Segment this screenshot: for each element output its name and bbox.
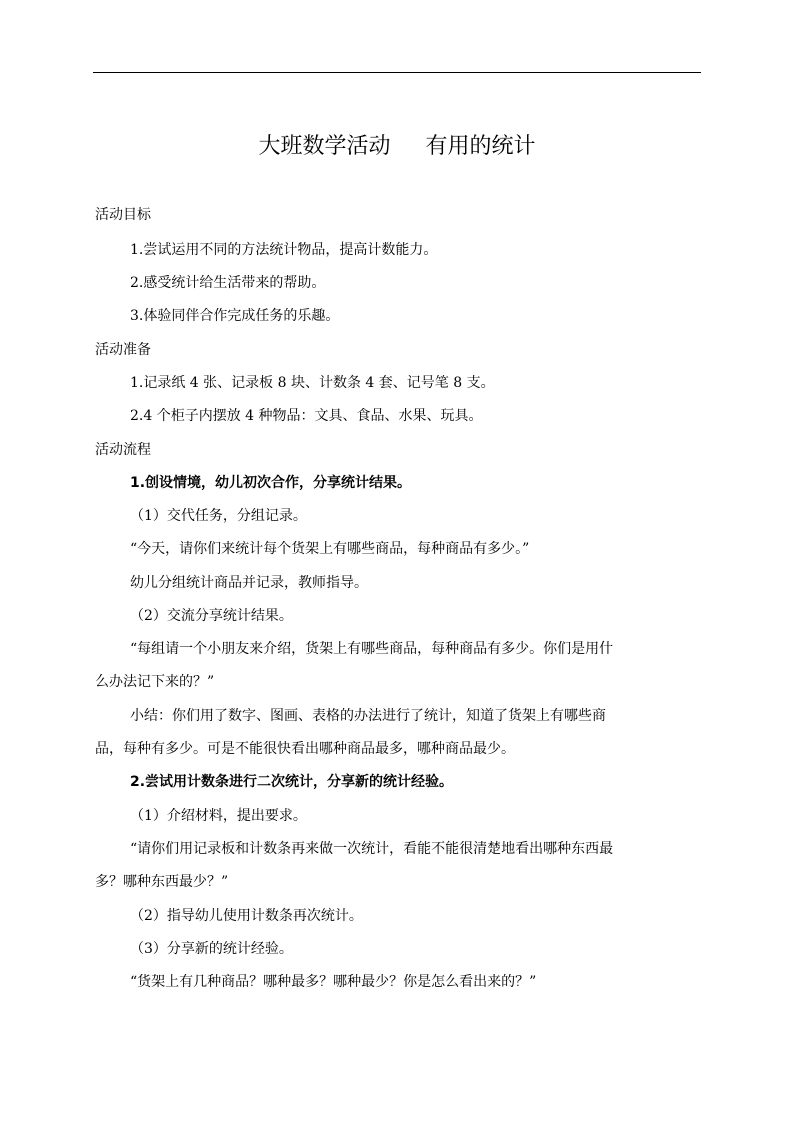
process-line: （2）交流分享统计结果。: [130, 608, 293, 624]
process-line: 么办法记下来的？”: [95, 674, 215, 690]
process-line: 小结：你们用了数字、图画、表格的办法进行了统计，知道了货架上有哪些商: [130, 708, 606, 724]
preparation-item-2: 2.4 个柜子内摆放 4 种物品：文具、食品、水果、玩具。: [130, 408, 483, 424]
process-line: 多？哪种东西最少？”: [95, 874, 229, 890]
header-rule: [93, 72, 701, 73]
process-line: “请你们用记录板和计数条再来做一次统计，看能不能很清楚地看出哪种东西最: [130, 841, 614, 857]
goal-item-1: 1.尝试运用不同的方法统计物品，提高计数能力。: [130, 242, 438, 258]
process-step-1-heading: 1.创设情境，幼儿初次合作，分享统计结果。: [130, 475, 412, 491]
section-heading-goals: 活动目标: [95, 207, 151, 223]
process-line: 幼儿分组统计商品并记录，教师指导。: [130, 575, 368, 591]
section-heading-process: 活动流程: [95, 442, 151, 458]
process-line: 品，每种有多少。可是不能很快看出哪种商品最多，哪种商品最少。: [95, 741, 515, 757]
document-title: 大班数学活动 有用的统计: [258, 134, 536, 159]
section-heading-preparation: 活动准备: [95, 342, 151, 358]
process-line: “今天，请你们来统计每个货架上有哪些商品，每种商品有多少。”: [130, 541, 530, 557]
process-step-2-heading: 2.尝试用计数条进行二次统计，分享新的统计经验。: [130, 774, 454, 790]
goal-item-2: 2.感受统计给生活带来的帮助。: [130, 275, 326, 291]
goal-item-3: 3.体验同伴合作完成任务的乐趣。: [130, 308, 340, 324]
process-line: “每组请一个小朋友来介绍，货架上有哪些商品，每种商品有多少。你们是用什: [130, 641, 614, 657]
process-line: （3）分享新的统计经验。: [130, 941, 293, 957]
process-line: （1）交代任务，分组记录。: [130, 508, 307, 524]
process-line: （2）指导幼儿使用计数条再次统计。: [130, 908, 363, 924]
preparation-item-1: 1.记录纸 4 张、记录板 8 块、计数条 4 套、记号笔 8 支。: [130, 375, 495, 391]
process-line: “货架上有几种商品？哪种最多？哪种最少？你是怎么看出来的？”: [130, 974, 537, 990]
process-line: （1）介绍材料，提出要求。: [130, 808, 307, 824]
